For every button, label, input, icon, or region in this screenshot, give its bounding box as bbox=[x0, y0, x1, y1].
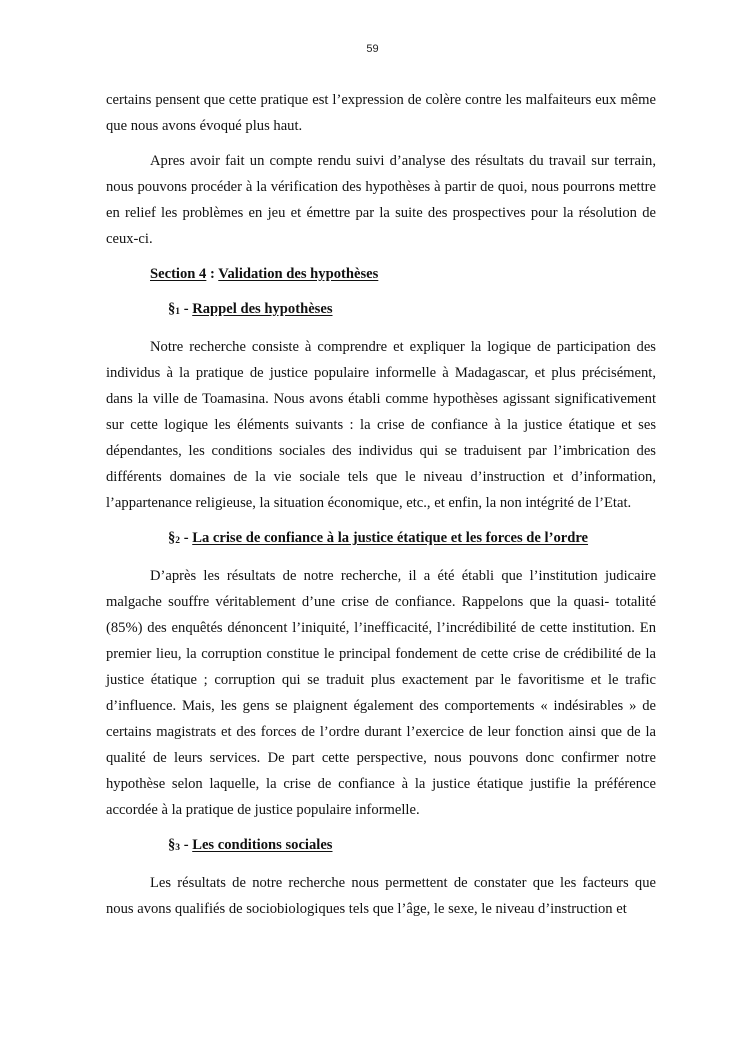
subsection-index: 2 bbox=[175, 536, 181, 546]
section-title: Validation des hypothèses bbox=[218, 266, 379, 282]
subsection-title: Les conditions sociales bbox=[192, 837, 333, 853]
subsection-symbol: § bbox=[168, 530, 176, 546]
paragraph-continuation: certains pensent que cette pratique est l’expression de colère contre les malfaiteurs eux même que nous avons évoqué plus haut. bbox=[106, 92, 656, 134]
subsection-index: 3 bbox=[175, 843, 181, 853]
section-separator: : bbox=[206, 266, 219, 282]
paragraph-hypotheses: Notre recherche consiste à comprendre et expliquer la logique de participation des individus à la pratique de justice populaire informelle à Madagascar, et plus précisément, dans la ville de Toamasina. Nous avons établi comme hypothèses agissant significativement sur cette logique les éléments suivants : la crise de confiance à la justice étatique et ses dépendantes, les conditions sociales des individus qui se traduisent par l’imbrication des différents domaines de la vie sociale tels que le niveau d’instruction et d’information, l’appartenance religieuse, la situation économique, etc., et enfin, la non intégrité de l’Etat. bbox=[106, 339, 656, 511]
subsection-index: 1 bbox=[175, 307, 181, 317]
subsection-symbol: § bbox=[168, 837, 176, 853]
subsection-symbol: § bbox=[168, 301, 176, 317]
subsection-separator: - bbox=[180, 301, 193, 317]
paragraph-intro: Apres avoir fait un compte rendu suivi d’analyse des résultats du travail sur terrain, nous pouvons procéder à la vérification des hypothèses à partir de quoi, nous pourrons mettre en relief les problèmes en jeu et émettre par la suite des prospectives pour la résolution de ceux-ci. bbox=[106, 153, 656, 247]
subsection-separator: - bbox=[180, 530, 193, 546]
subsection-title: La crise de confiance à la justice étatique et les forces de l’ordre bbox=[192, 530, 589, 546]
subsection-heading-3 bbox=[106, 832, 656, 861]
section-label: Section 4 bbox=[150, 266, 207, 282]
subsection-heading-1 bbox=[106, 296, 656, 325]
page-number: 59 bbox=[366, 43, 379, 55]
paragraph-social-conditions: Les résultats de notre recherche nous permettent de constater que les facteurs que nous avons qualifiés de sociobiologiques tels que l’âge, le sexe, le niveau d’instruction et bbox=[106, 875, 656, 917]
document-body bbox=[106, 87, 656, 931]
subsection-separator: - bbox=[180, 837, 193, 853]
paragraph-confidence-crisis: D’après les résultats de notre recherche, il a été établi que l’institution judicaire malgache souffre véritablement d’une crise de confiance. Rappelons que la quasi- totalité (85%) des enquêtés dénoncent l’iniquité, l’inefficacité, l’incrédibilité de cette institution. En premier lieu, la corruption constitue le principal fondement de cette crise de crédibilité de la justice étatique ; corruption qui se traduit plus exactement par le favoritisme et le trafic d’influence. Mais, les gens se plaignent également des comportements « indésirables » de certains magistrats et des forces de l’ordre durant l’exercice de leur fonction ainsi que de la qualité de leurs services. De part cette perspective, nous pouvons donc confirmer notre hypothèse selon laquelle, la crise de confiance à la justice étatique justifie la préférence accordée à la pratique de justice populaire informelle. bbox=[106, 568, 656, 818]
section-heading bbox=[106, 261, 656, 287]
subsection-title: Rappel des hypothèses bbox=[192, 301, 333, 317]
subsection-heading-2 bbox=[106, 525, 656, 554]
